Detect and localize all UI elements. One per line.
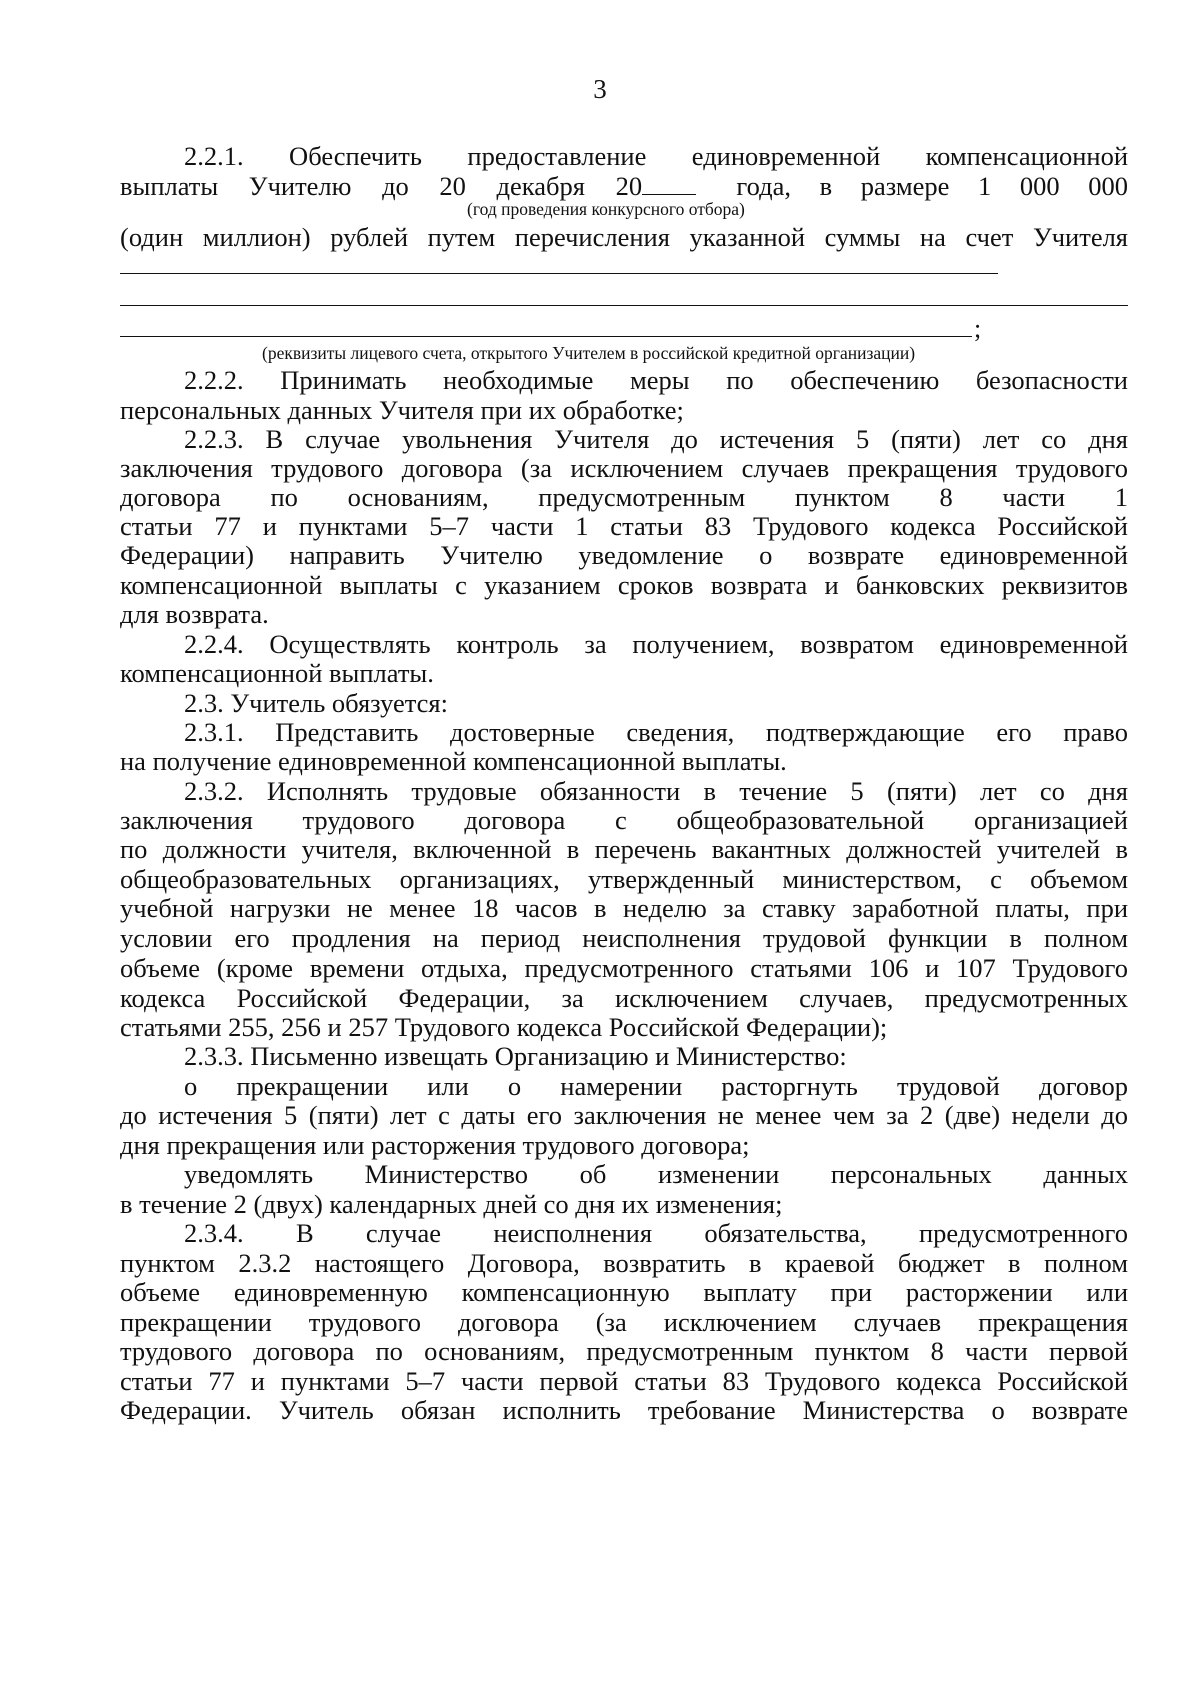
paragraph-2-3-2-line-5: учебной нагрузки не менее 18 часов в неделю за ставку заработной платы, при [120, 893, 1128, 923]
paragraph-2-2-4-line-1: 2.2.4. Осуществлять контроль за получением, возвратом единовременной [184, 629, 1128, 659]
paragraph-2-3-3-line-5: уведомлять Министерство об изменении персональных данных [184, 1159, 1128, 1189]
paragraph-2-3-2-line-4: общеобразовательных организациях, утвержденный министерством, с объемом [120, 864, 1128, 894]
paragraph-2-3-4-line-6: статьи 77 и пунктами 5–7 части первой статьи 83 Трудового кодекса Российской [120, 1366, 1128, 1396]
paragraph-2-3-1-line-1: 2.3.1. Представить достоверные сведения, подтверждающие его право [184, 717, 1128, 747]
paragraph-2-2-2-line-1: 2.2.2. Принимать необходимые меры по обеспечению безопасности [184, 365, 1128, 395]
paragraph-2-2-2-line-2: персональных данных Учителя при их обработке; [120, 395, 684, 425]
paragraph-2-2-3-line-5: Федерации) направить Учителю уведомление о возврате единовременной [120, 540, 1128, 570]
paragraph-2-3-3-line-6: в течение 2 (двух) календарных дней со дня их изменения; [120, 1189, 783, 1219]
paragraph-2-3-4-line-4: прекращении трудового договора (за исключением случаев прекращения [120, 1307, 1128, 1337]
paragraph-2-2-3-line-3: договора по основаниям, предусмотренным пунктом 8 части 1 [120, 482, 1128, 512]
year-blank [642, 172, 696, 195]
paragraph-2-3-4-line-7: Федерации. Учитель обязан исполнить требование Министерства о возврате [120, 1395, 1128, 1425]
semicolon: ; [974, 314, 982, 343]
paragraph-2-3-4-line-1: 2.3.4. В случае неисполнения обязательства, предусмотренного [184, 1218, 1128, 1248]
paragraph-2-3-2-line-9: статьями 255, 256 и 257 Трудового кодекса Российской Федерации); [120, 1012, 888, 1042]
account-caption: (реквизиты лицевого счета, открытого Учителем в российской кредитной организации) [262, 343, 916, 363]
paragraph-2-2-3-line-7: для возврата. [120, 599, 269, 629]
paragraph-2-3-4-line-3: объеме единовременную компенсационную выплату при расторжении или [120, 1277, 1128, 1307]
paragraph-2-3-3-line-1: 2.3.3. Письменно извещать Организацию и Министерство: [184, 1041, 847, 1071]
paragraph-2-3-2-line-7: объеме (кроме времени отдыха, предусмотренного статьями 106 и 107 Трудового [120, 953, 1128, 983]
year-caption: (год проведения конкурсного отбора) [467, 199, 745, 219]
paragraph-2-3-2-line-2: заключения трудового договора с общеобразовательной организацией [120, 805, 1128, 835]
paragraph-2-2-1-line-1: 2.2.1. Обеспечить предоставление единовременной компенсационной [184, 141, 1128, 171]
amount-text: года, в размере 1 000 000 [736, 171, 1128, 201]
paragraph-2-2-1-line-3: (один миллион) рублей путем перечисления указанной суммы на счет Учителя [120, 222, 1128, 252]
account-blank-line-3 [120, 336, 972, 337]
paragraph-2-2-3-line-4: статьи 77 и пунктами 5–7 части 1 статьи 83 Трудового кодекса Российской [120, 511, 1128, 541]
paragraph-2-3: 2.3. Учитель обязуется: [184, 688, 448, 718]
paragraph-2-3-3-line-2: о прекращении или о намерении расторгнуть трудовой договор [184, 1071, 1128, 1101]
paragraph-2-3-2-line-3: по должности учителя, включенной в перечень вакантных должностей учителей в [120, 834, 1128, 864]
account-blank-line-1 [120, 273, 998, 274]
paragraph-2-3-3-line-4: дня прекращения или расторжения трудового договора; [120, 1130, 750, 1160]
payment-text: выплаты Учителю до 20 декабря 20 [120, 171, 643, 201]
paragraph-2-3-2-line-8: кодекса Российской Федерации, за исключением случаев, предусмотренных [120, 983, 1128, 1013]
paragraph-2-3-2-line-6: условии его продления на период неисполнения трудовой функции в полном [120, 923, 1128, 953]
paragraph-2-2-4-line-2: компенсационной выплаты. [120, 658, 434, 688]
account-blank-line-2 [120, 305, 1128, 306]
paragraph-2-2-3-line-1: 2.2.3. В случае увольнения Учителя до истечения 5 (пяти) лет со дня [184, 424, 1128, 454]
paragraph-2-3-2-line-1: 2.3.2. Исполнять трудовые обязанности в течение 5 (пяти) лет со дня [184, 776, 1128, 806]
page-number: 3 [593, 74, 607, 104]
paragraph-2-3-1-line-2: на получение единовременной компенсационной выплаты. [120, 746, 787, 776]
paragraph-2-2-3-line-6: компенсационной выплаты с указанием сроков возврата и банковских реквизитов [120, 570, 1128, 600]
paragraph-2-3-4-line-5: трудового договора по основаниям, предусмотренным пунктом 8 части первой [120, 1336, 1128, 1366]
paragraph-2-2-3-line-2: заключения трудового договора (за исключением случаев прекращения трудового [120, 453, 1128, 483]
paragraph-2-3-4-line-2: пунктом 2.3.2 настоящего Договора, возвратить в краевой бюджет в полном [120, 1248, 1128, 1278]
paragraph-2-3-3-line-3: до истечения 5 (пяти) лет с даты его заключения не менее чем за 2 (две) недели до [120, 1100, 1128, 1130]
paragraph-2-2-1-line-2 [120, 171, 1128, 201]
